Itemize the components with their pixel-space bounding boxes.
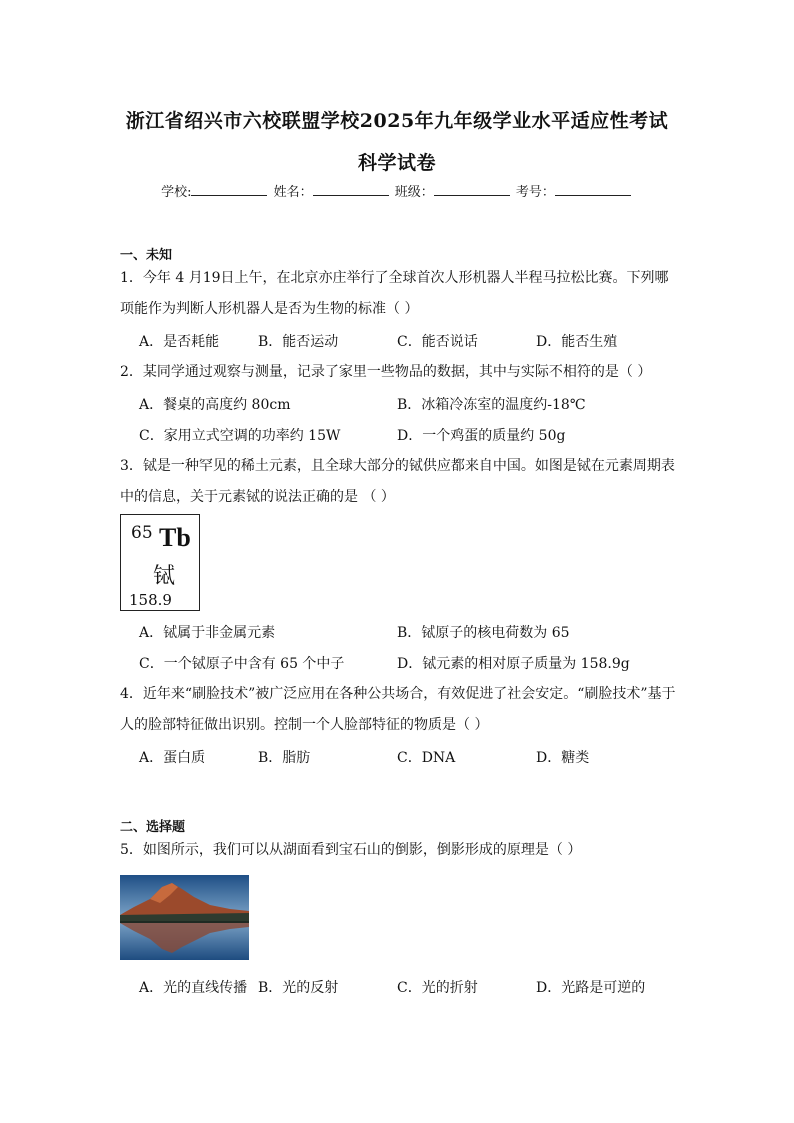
option-a[interactable]: A．是否耗能 xyxy=(139,334,220,350)
atomic-mass: 158.9 xyxy=(129,591,172,609)
question-3-text-cont: 中的信息，关于元素铽的说法正确的是 （ ） xyxy=(120,489,395,505)
question-2-text: 2．某同学通过观察与测量，记录了家里一些物品的数据，其中与实际不相符的是（ ） xyxy=(120,364,652,380)
exam-number-label: 考号： xyxy=(515,185,555,200)
student-info-line xyxy=(0,181,794,200)
option-a[interactable]: A．铽属于非金属元素 xyxy=(139,625,276,641)
option-c[interactable]: C．家用立式空调的功率约 15W xyxy=(139,428,341,444)
name-label: 姓名： xyxy=(273,185,313,200)
question-4-options xyxy=(139,747,699,767)
lake-reflection-photo xyxy=(120,875,249,960)
option-c[interactable]: C．DNA xyxy=(397,750,456,766)
class-blank[interactable] xyxy=(434,183,510,196)
question-1-options xyxy=(139,331,699,351)
option-b[interactable]: B．冰箱冷冻室的温度约-18℃ xyxy=(397,397,586,413)
question-1-text-cont: 项能作为判断人形机器人是否为生物的标准（ ） xyxy=(120,301,419,317)
element-symbol: Tb xyxy=(159,523,191,552)
option-a[interactable]: A．蛋白质 xyxy=(139,750,206,766)
option-d[interactable]: D．能否生殖 xyxy=(536,334,618,350)
option-a[interactable]: A．餐桌的高度约 80cm xyxy=(139,397,291,413)
option-d[interactable]: D．一个鸡蛋的质量约 50g xyxy=(397,428,566,444)
exam-subtitle: 科学试卷 xyxy=(357,152,436,174)
question-2-options-row2 xyxy=(139,425,699,445)
option-d[interactable]: D．糖类 xyxy=(536,750,590,766)
option-d[interactable]: D．铽元素的相对原子质量为 158.9g xyxy=(397,656,630,672)
question-3-options-row2 xyxy=(139,653,699,673)
question-4-text: 4．近年来“刷脸技术”被广泛应用在各种公共场合，有效促进了社会安定。“刷脸技术”基于 xyxy=(120,686,676,702)
option-d[interactable]: D．光路是可逆的 xyxy=(536,980,646,996)
option-a[interactable]: A．光的直线传播 xyxy=(139,980,248,996)
school-blank[interactable] xyxy=(191,183,267,196)
option-b[interactable]: B．能否运动 xyxy=(258,334,339,350)
section-heading: 一、未知 xyxy=(120,248,173,263)
periodic-table-cell xyxy=(120,514,200,611)
section-heading: 二、选择题 xyxy=(120,820,186,835)
question-5-text: 5．如图所示，我们可以从湖面看到宝石山的倒影，倒影形成的原理是（ ） xyxy=(120,842,582,858)
question-2-options-row1 xyxy=(139,394,699,414)
question-1-text: 1．今年 4 月19日上午，在北京亦庄举行了全球首次人形机器人半程马拉松比赛。下列哪 xyxy=(120,270,669,286)
name-blank[interactable] xyxy=(313,183,389,196)
element-name: 铽 xyxy=(153,564,176,589)
exam-number-blank[interactable] xyxy=(555,183,631,196)
option-c[interactable]: C．能否说话 xyxy=(397,334,478,350)
question-3-text: 3．铽是一种罕见的稀土元素，且全球大部分的铽供应都来自中国。如图是铽在元素周期表 xyxy=(120,458,675,474)
school-label: 学校: xyxy=(161,185,192,200)
question-5-options xyxy=(139,977,699,997)
option-c[interactable]: C．一个铽原子中含有 65 个中子 xyxy=(139,656,345,672)
class-label: 班级： xyxy=(394,185,434,200)
option-b[interactable]: B．光的反射 xyxy=(258,980,339,996)
question-4-text-cont: 人的脸部特征做出识别。控制一个人脸部特征的物质是（ ） xyxy=(120,717,489,733)
option-c[interactable]: C．光的折射 xyxy=(397,980,478,996)
option-b[interactable]: B．脂肪 xyxy=(258,750,311,766)
atomic-number: 65 xyxy=(131,523,153,543)
question-3-options-row1 xyxy=(139,622,699,642)
option-b[interactable]: B．铽原子的核电荷数为 65 xyxy=(397,625,570,641)
exam-title: 浙江省绍兴市六校联盟学校2025年九年级学业水平适应性考试 xyxy=(125,110,669,132)
